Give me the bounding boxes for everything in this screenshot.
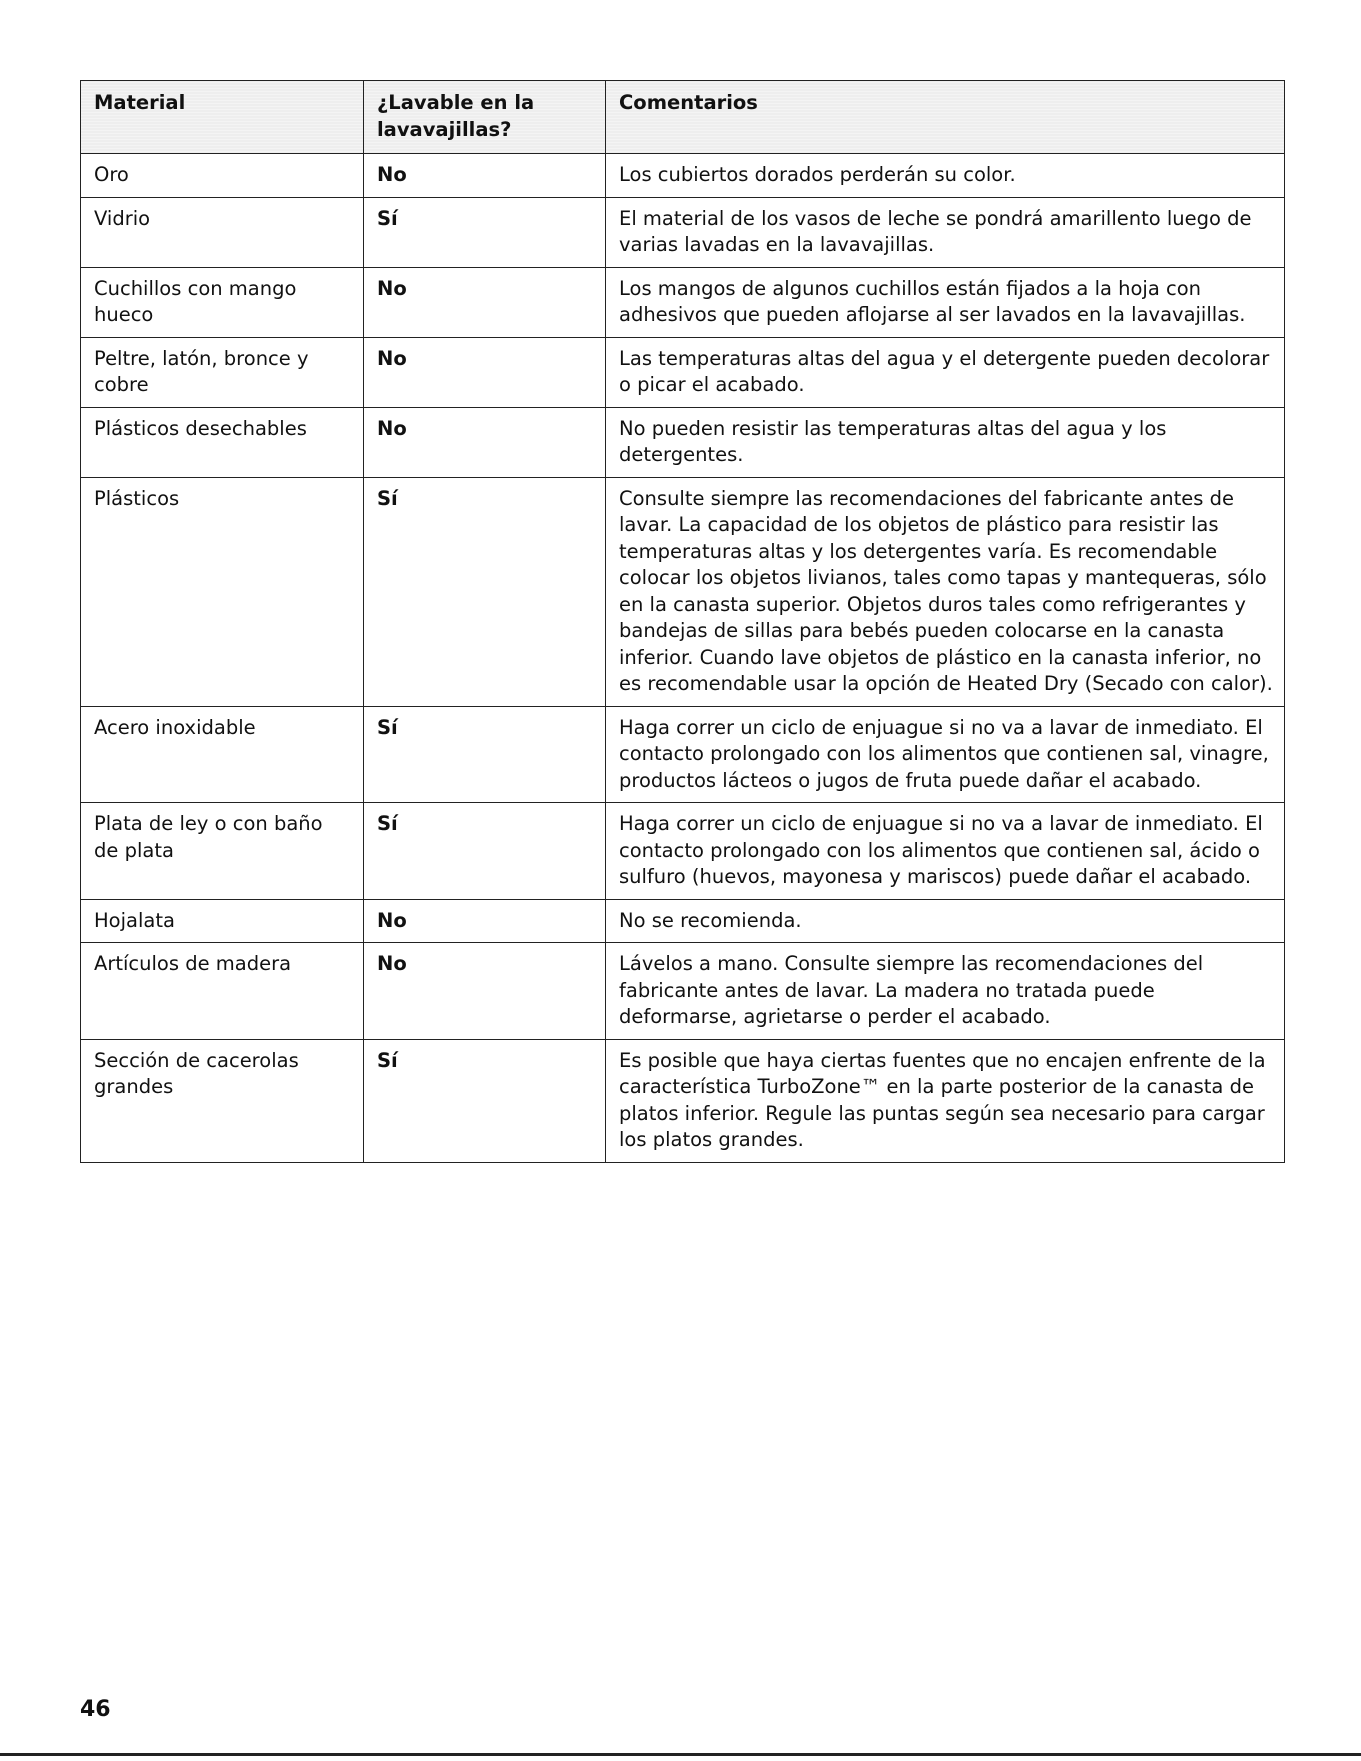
comment-cell: No pueden resistir las temperaturas altas del agua y los detergentes. — [606, 407, 1285, 477]
washable-cell: No — [364, 267, 606, 337]
material-cell: Plásticos desechables — [81, 407, 364, 477]
material-cell: Vidrio — [81, 197, 364, 267]
washable-cell: Sí — [364, 706, 606, 803]
table-row — [81, 899, 1285, 943]
comment-cell: Haga correr un ciclo de enjuague si no va a lavar de inmediato. El contacto prolongado con los alimentos que contienen sal, vinagre, productos lácteos o jugos de fruta puede dañar el acabado. — [606, 706, 1285, 803]
washable-cell: Sí — [364, 803, 606, 900]
table-row — [81, 197, 1285, 267]
washable-cell: Sí — [364, 1039, 606, 1162]
material-cell: Hojalata — [81, 899, 364, 943]
header-material: Material — [81, 81, 364, 154]
table-row — [81, 337, 1285, 407]
page-bottom-rule — [0, 1753, 1361, 1756]
table-row — [81, 267, 1285, 337]
washable-cell: No — [364, 407, 606, 477]
washable-cell: Sí — [364, 477, 606, 706]
material-cell: Plata de ley o con baño de plata — [81, 803, 364, 900]
material-cell: Sección de cacerolas grandes — [81, 1039, 364, 1162]
table-row — [81, 1039, 1285, 1162]
comment-cell: El material de los vasos de leche se pondrá amarillento luego de varias lavadas en la lavavajillas. — [606, 197, 1285, 267]
material-cell: Oro — [81, 154, 364, 198]
comment-cell: Consulte siempre las recomendaciones del fabricante antes de lavar. La capacidad de los objetos de plástico para resistir las temperaturas altas y los detergentes varía. Es recomendable colocar los objetos livianos, tales como tapas y mantequeras, sólo en la canasta superior. Objetos duros tales como refrigerantes y bandejas de sillas para bebés pueden colocarse en la canasta inferior. Cuando lave objetos de plástico en la canasta inferior, no es recomendable usar la opción de Heated Dry (Secado con calor). — [606, 477, 1285, 706]
washable-cell: No — [364, 943, 606, 1040]
comment-cell: No se recomienda. — [606, 899, 1285, 943]
header-comments: Comentarios — [606, 81, 1285, 154]
material-cell: Artículos de madera — [81, 943, 364, 1040]
table-row — [81, 154, 1285, 198]
comment-cell: Lávelos a mano. Consulte siempre las recomendaciones del fabricante antes de lavar. La madera no tratada puede deformarse, agrietarse o perder el acabado. — [606, 943, 1285, 1040]
material-cell: Peltre, latón, bronce y cobre — [81, 337, 364, 407]
table-row — [81, 407, 1285, 477]
dishwasher-materials-table — [80, 80, 1285, 1163]
table-header-row — [81, 81, 1285, 154]
table-row — [81, 477, 1285, 706]
header-dishwasher-safe: ¿Lavable en la lavavajillas? — [364, 81, 606, 154]
washable-cell: No — [364, 899, 606, 943]
page-number: 46 — [80, 1697, 111, 1722]
table-row — [81, 803, 1285, 900]
comment-cell: Las temperaturas altas del agua y el detergente pueden decolorar o picar el acabado. — [606, 337, 1285, 407]
material-cell: Cuchillos con mango hueco — [81, 267, 364, 337]
comment-cell: Los cubiertos dorados perderán su color. — [606, 154, 1285, 198]
material-cell: Acero inoxidable — [81, 706, 364, 803]
material-cell: Plásticos — [81, 477, 364, 706]
table-row — [81, 943, 1285, 1040]
table-row — [81, 706, 1285, 803]
washable-cell: No — [364, 337, 606, 407]
washable-cell: No — [364, 154, 606, 198]
comment-cell: Haga correr un ciclo de enjuague si no va a lavar de inmediato. El contacto prolongado con los alimentos que contienen sal, ácido o sulfuro (huevos, mayonesa y mariscos) puede dañar el acabado. — [606, 803, 1285, 900]
comment-cell: Los mangos de algunos cuchillos están fijados a la hoja con adhesivos que pueden aflojarse al ser lavados en la lavavajillas. — [606, 267, 1285, 337]
washable-cell: Sí — [364, 197, 606, 267]
comment-cell: Es posible que haya ciertas fuentes que no encajen enfrente de la característica TurboZone™ en la parte posterior de la canasta de platos inferior. Regule las puntas según sea necesario para cargar los platos grandes. — [606, 1039, 1285, 1162]
